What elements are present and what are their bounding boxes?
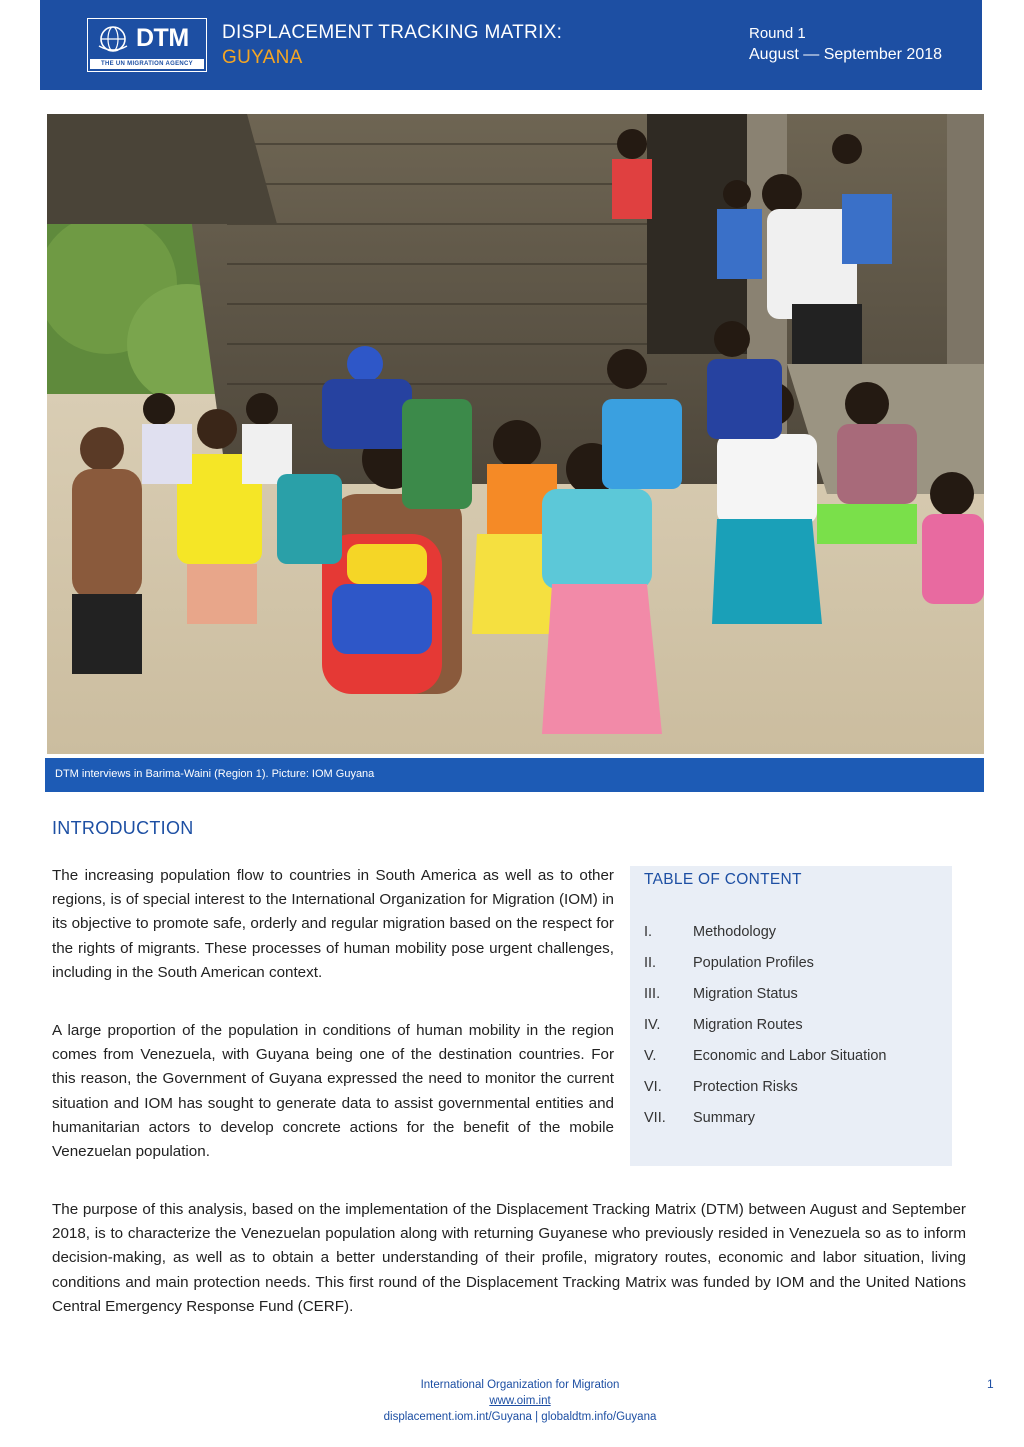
toc-item-number: II.: [644, 955, 657, 971]
toc-item-economic-labor[interactable]: [644, 1048, 944, 1079]
toc-item-number: V.: [644, 1048, 657, 1064]
iom-emblem-icon: [96, 24, 130, 54]
page-number: 1: [987, 1377, 994, 1391]
photo-caption: DTM interviews in Barima-Waini (Region 1). Picture: IOM Guyana: [55, 768, 375, 780]
toc-item-number: I.: [644, 924, 653, 940]
toc-item-number: VI.: [644, 1079, 662, 1095]
toc-item-methodology[interactable]: [644, 924, 944, 955]
toc-item-label: Population Profiles: [693, 955, 814, 971]
toc-list: [644, 924, 944, 1141]
toc-item-migration-status[interactable]: [644, 986, 944, 1017]
toc-item-number: IV.: [644, 1017, 661, 1033]
toc-item-number: III.: [644, 986, 661, 1002]
cover-photo: [47, 114, 984, 754]
intro-paragraph: The purpose of this analysis, based on the implementation of the Displacement Tracking Matrix (DTM) between August and September 2018, is to characterize the Venezuelan population along with returning Guyanese who previously resided in Venezuela so as to inform decision-making, as well as to obtain a better understanding of their profile, migratory routes, economic and labor situation, living conditions and main protection needs. This first round of the Displacement Tracking Matrix was funded by IOM and the United Nations Central Emergency Response Fund (CERF).: [52, 1201, 966, 1315]
toc-item-label: Protection Risks: [693, 1079, 798, 1095]
photo-caption-bar: [45, 758, 984, 792]
logo-text: DTM: [136, 24, 189, 52]
toc-item-migration-routes[interactable]: [644, 1017, 944, 1048]
header-banner: [40, 0, 982, 90]
period-label: August — September 2018: [749, 46, 943, 63]
toc-item-number: VII.: [644, 1110, 666, 1126]
intro-paragraph: The increasing population flow to countries in South America as well as to other regions, is of special interest to the International Organization for Migration (IOM) in its objective to promote safe, orderly and regular migration based on the respect for the rights of migrants. These processes of human mobility pose urgent challenges, including in the South American context.: [52, 867, 614, 981]
toc-item-label: Summary: [693, 1110, 756, 1126]
footer-org-name: International Organization for Migration: [420, 1379, 620, 1391]
logo-tagline: THE UN MIGRATION AGENCY: [90, 59, 204, 69]
toc-item-label: Methodology: [693, 924, 777, 940]
toc-title: TABLE OF CONTENT: [644, 871, 802, 888]
toc-item-population-profiles[interactable]: [644, 955, 944, 986]
toc-item-label: Migration Status: [693, 986, 798, 1002]
toc-item-label: Migration Routes: [693, 1017, 803, 1033]
toc-item-summary[interactable]: [644, 1110, 944, 1141]
table-of-content: [630, 866, 952, 1166]
intro-paragraph: A large proportion of the population in conditions of human mobility in the region comes from Venezuela, with Guyana being one of the destination countries. For this reason, the Government of Guyana expressed the need to monitor the current situation and IOM has sought to generate data to assist governmental entities and humanitarian actors to develop concrete actions for the benefit of the mobile Venezuelan population.: [52, 1022, 614, 1161]
dtm-logo: [87, 18, 207, 72]
document-title: DISPLACEMENT TRACKING MATRIX:: [222, 22, 563, 43]
footer-website-link[interactable]: www.oim.int: [489, 1395, 551, 1407]
toc-item-label: Economic and Labor Situation: [693, 1048, 887, 1064]
round-label: Round 1: [749, 25, 806, 42]
page-footer: [0, 1377, 1024, 1425]
toc-item-protection-risks[interactable]: [644, 1079, 944, 1110]
document-subtitle: GUYANA: [222, 47, 303, 68]
footer-dtm-links[interactable]: displacement.iom.int/Guyana | globaldtm.info/Guyana: [383, 1411, 657, 1423]
introduction-heading: INTRODUCTION: [52, 818, 194, 838]
